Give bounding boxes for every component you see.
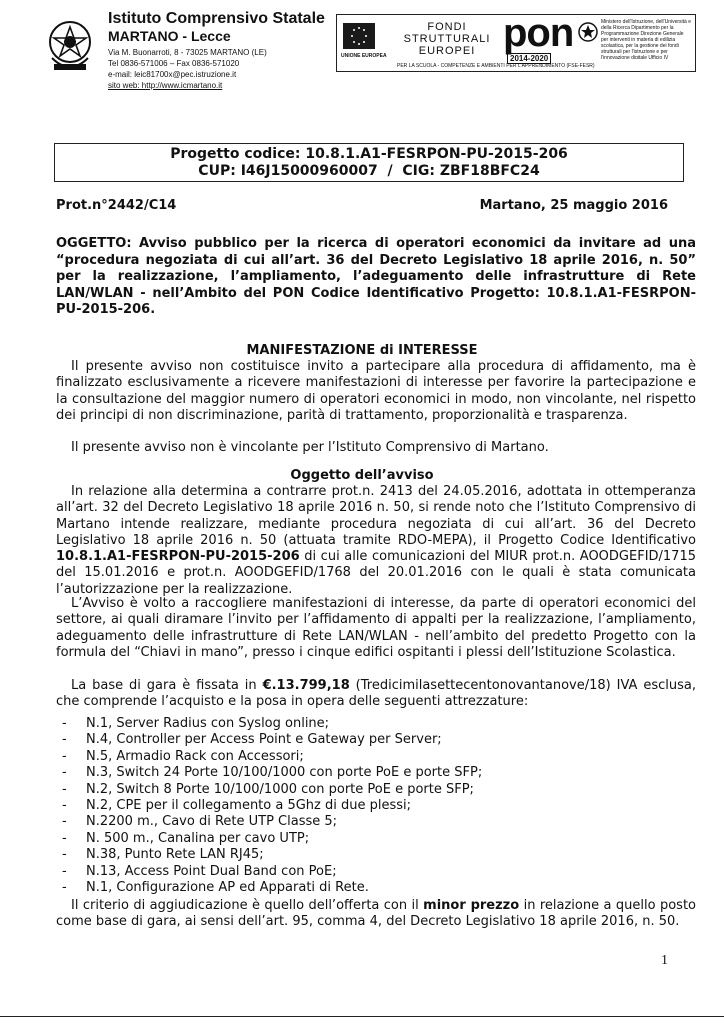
cig-label: CIG: xyxy=(402,163,435,179)
project-code-label: Progetto codice: xyxy=(170,146,301,162)
section-title-oggetto: Oggetto dell’avviso xyxy=(290,468,434,483)
school-address: Via M. Buonarroti, 8 - 73025 MARTANO (LE) xyxy=(108,48,267,57)
cig-value: ZBF18BFC24 xyxy=(439,163,540,179)
avviso-paragraph: L’Avviso è volto a raccogliere manifestazioni di interesse, da parte di operatori economici del settore, ai quali diramare l’invito per l’affidamento di appalti per la realizzazione, l’ampliamento, adeguamento delle infrastrutture di Rete LAN/WLAN - nell’ambito del predetto Progetto con la formula del “Chiavi in mano”, presso i cinque edifici ospitanti i plessi dell’Istituzione Scolastica. xyxy=(56,596,696,660)
ministry-note: Ministero dell'Istruzione, dell'Università e della Ricerca Dipartimento per la Programmazione Direzione Generale per interventi in materia di edilizia scolastica, per la gestione dei fondi strutturali per l'istruzione e per l'innovazione digitale Ufficio IV xyxy=(601,19,691,59)
cup-cig-line: CUP: I46J15000960007 / CIG: ZBF18BFC24 xyxy=(198,163,540,179)
republic-emblem-icon xyxy=(46,18,94,76)
cup-label: CUP: xyxy=(198,163,236,179)
pon-banner xyxy=(336,11,696,72)
eu-caption: UNIONE EUROPEA xyxy=(341,53,387,59)
fondi-line: STRUTTURALI xyxy=(403,33,491,45)
list-item: - N.2200 m., Cavo di Rete UTP Classe 5; xyxy=(62,814,482,830)
oggetto-paragraph: In relazione alla determina a contrarre prot.n. 2413 del 24.05.2016, adottata in ottemperanza all’art. 32 del Decreto Legislativo 18 aprile 2016 n. 50, si rende noto che l’Istituto Comprensivo di Martano intende realizzare, mediante procedura negoziata di cui all’art. 36 del Decreto Legislativo 18 aprile 2016 n. 50 (attuata tramite RDO-MEPA), il Progetto Codice Identificativo 10.8.1.A1-FESRPON-PU-2015-206 di cui alle comunicazioni del MIUR prot.n. AOODGEFID/1715 del 15.01.2016 e prot.n. AOODGEFID/1768 del 20.01.2016 con le quali è stata comunicata l’autorizzazione per la realizzazione. xyxy=(56,484,696,597)
criterion-paragraph: Il criterio di aggiudicazione è quello dell’offerta con il minor prezzo in relazione a quello posto come base di gara, ai sensi dell’art. 95, comma 4, del Decreto Legislativo 18 aprile 2016, n. 50. xyxy=(56,898,696,930)
pon-logo: pon xyxy=(503,11,574,55)
list-item: - N.4, Controller per Access Point e Gateway per Server; xyxy=(62,732,482,748)
school-city: MARTANO - Lecce xyxy=(108,28,231,44)
project-code-value: 10.8.1.A1-FESRPON-PU-2015-206 xyxy=(305,146,568,162)
school-website[interactable]: sito web: http://www.icmartano.it xyxy=(108,81,223,90)
protocol-number: Prot.n°2442/C14 xyxy=(56,198,177,213)
manifestazione-paragraph: Il presente avviso non costituisce invito a partecipare alla procedura di affidamento, ma è finalizzato esclusivamente a ricevere manifestazioni di interesse per favorire la partecipazione e la consultazione del maggior numero di operatori economici in modo, non vincolante, nel rispetto dei principi di non discriminazione, parità di trattamento, proporzionalità e trasparenza. xyxy=(56,359,696,423)
pon-period: 2014-2020 xyxy=(507,53,551,64)
equipment-list xyxy=(62,716,482,896)
list-item: - N.1, Configurazione AP ed Apparati di Rete. xyxy=(62,880,482,896)
fondi-line: FONDI xyxy=(427,21,467,33)
subject: OGGETTO: Avviso pubblico per la ricerca di operatori economici da invitare ad una “procedura negoziata di cui all’art. 36 del Decreto Legislativo 18 aprile 2016, n. 50” per la realizzazione, l’ampliamento, l’adeguamento delle infrastrutture di Rete LAN/WLAN - nell’Ambito del PON Codice Identificativo Progetto: 10.8.1.A1-FESRPON-PU-2015-206. xyxy=(56,236,696,317)
school-email: e-mail: leic81700x@pec.istruzione.it xyxy=(108,70,237,79)
list-item: - N.13, Access Point Dual Band con PoE; xyxy=(62,864,482,880)
document-date: Martano, 25 maggio 2016 xyxy=(479,198,668,213)
project-code-inline: 10.8.1.A1-FESRPON-PU-2015-206 xyxy=(56,549,300,565)
list-item: - N.5, Armadio Rack con Accessori; xyxy=(62,749,482,765)
school-name: Istituto Comprensivo Statale xyxy=(108,10,325,27)
school-phone: Tel 0836-571006 – Fax 0836-571020 xyxy=(108,59,240,68)
italian-emblem-icon xyxy=(577,21,599,47)
project-code-line xyxy=(55,146,683,163)
page-number: 1 xyxy=(661,953,668,968)
list-item: - N.3, Switch 24 Porte 10/100/1000 con porte PoE e porte SFP; xyxy=(62,765,482,781)
list-item: - N.1, Server Radius con Syslog online; xyxy=(62,716,482,732)
banner-bottom-note: PER LA SCUOLA - COMPETENZE E AMBIENTI PER L'APPRENDIMENTO (FSE-FESR) xyxy=(397,63,595,69)
list-item: - N.2, CPE per il collegamento a 5Ghz di due plessi; xyxy=(62,798,482,814)
list-item: - N.2, Switch 8 Porte 10/100/1000 con porte PoE e porte SFP; xyxy=(62,782,482,798)
fondi-label xyxy=(397,21,497,57)
base-amount: €.13.799,18 xyxy=(262,678,350,693)
section-title-manifestazione: MANIFESTAZIONE di INTERESSE xyxy=(246,343,478,358)
base-gara-paragraph: La base di gara è fissata in €.13.799,18 (Tredicimilasettecentonovantanove/18) IVA esclusa, che comprende l’acquisto e la posa in opera delle seguenti attrezzature: xyxy=(56,678,696,710)
list-item: - N. 500 m., Canalina per cavo UTP; xyxy=(62,831,482,847)
non-binding-paragraph: Il presente avviso non è vincolante per l’Istituto Comprensivo di Martano. xyxy=(71,440,549,455)
project-code-box xyxy=(54,143,684,182)
eu-flag-icon xyxy=(343,23,375,49)
fondi-line: EUROPEI xyxy=(418,45,476,57)
cup-value: I46J15000960007 xyxy=(240,163,378,179)
lowest-price: minor prezzo xyxy=(423,898,520,913)
list-item: - N.38, Punto Rete LAN RJ45; xyxy=(62,847,482,863)
footer-rule xyxy=(0,1016,724,1017)
